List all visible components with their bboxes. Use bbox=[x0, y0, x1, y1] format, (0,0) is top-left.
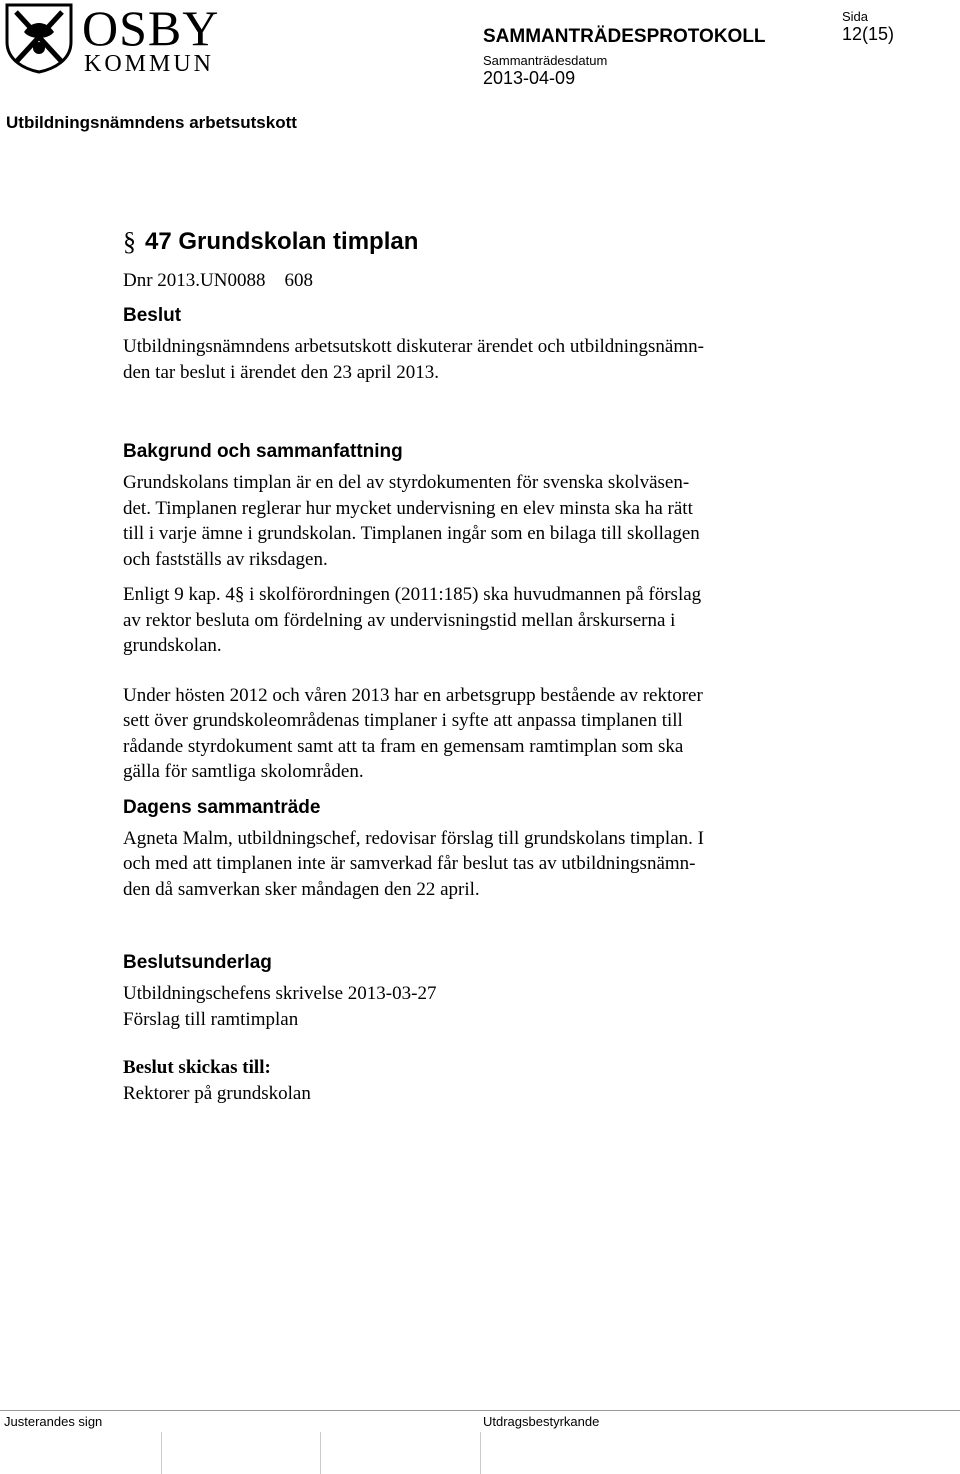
meeting-date: 2013-04-09 bbox=[483, 68, 576, 88]
meeting-date-label: Sammanträdesdatum bbox=[483, 53, 608, 68]
text-line: rådande styrdokument samt att ta fram en gemensam ramtimplan som ska bbox=[123, 735, 684, 757]
committee-name: Utbildningsnämndens arbetsutskott bbox=[6, 113, 297, 132]
signature-box-divider bbox=[161, 1432, 162, 1474]
footer-utdragsbestyrkande: Utdragsbestyrkande bbox=[483, 1414, 600, 1429]
protocol-content bbox=[123, 226, 813, 1107]
text-line: Grundskolans timplan är en del av styrdokumenten för svenska skolväsen- bbox=[123, 472, 690, 493]
page-label: Sida bbox=[842, 9, 869, 24]
section-title bbox=[123, 226, 813, 258]
text-line: Utbildningschefens skrivelse 2013-03-27 bbox=[123, 983, 437, 1004]
case-number: Dnr 2013.UN0088 608 bbox=[123, 270, 313, 291]
signature-box-divider bbox=[480, 1432, 481, 1474]
text-line: Enligt 9 kap. 4§ i skolförordningen (2011:185) ska huvudmannen på förslag bbox=[123, 584, 702, 605]
text-line: Utbildningsnämndens arbetsutskott diskuterar ärendet och utbildningsnämn- bbox=[123, 336, 704, 357]
text-line: den tar beslut i ärendet den 23 april 2013. bbox=[123, 361, 440, 383]
paragraph-sign: § bbox=[123, 227, 136, 256]
footer-justerandes-sign: Justerandes sign bbox=[4, 1414, 103, 1429]
text-line: den då samverkan sker måndagen den 22 april. bbox=[123, 878, 480, 900]
text-line: sett över grundskoleområdenas timplaner i syfte att anpassa timplanen till bbox=[123, 710, 683, 731]
logo-wordmark: OSBY bbox=[82, 0, 220, 56]
text-line: det. Timplanen reglerar hur mycket undervisning en elev minsta ska ha rätt bbox=[123, 497, 693, 519]
text-line: och fastställs av riksdagen. bbox=[123, 548, 328, 570]
text-line: Agneta Malm, utbildningschef, redovisar förslag till grundskolans timplan. I bbox=[123, 827, 704, 849]
heading-bakgrund: Bakgrund och sammanfattning bbox=[123, 441, 403, 462]
footer-divider bbox=[0, 1410, 960, 1411]
heading-dagens: Dagens sammanträde bbox=[123, 796, 321, 818]
signature-box-divider bbox=[320, 1432, 321, 1474]
osby-coat-of-arms-icon bbox=[4, 2, 74, 74]
text-line: till i varje ämne i grundskolan. Timplanen ingår som en bilaga till skollagen bbox=[123, 523, 700, 544]
text-line: Under hösten 2012 och våren 2013 har en arbetsgrupp bestående av rektorer bbox=[123, 684, 703, 706]
text-line: gälla för samtliga skolområden. bbox=[123, 761, 364, 782]
logo-subtitle: KOMMUN bbox=[84, 51, 215, 77]
text-line: Förslag till ramtimplan bbox=[123, 1008, 299, 1030]
section-title-text: 47 Grundskolan timplan bbox=[145, 228, 419, 255]
text-line: av rektor besluta om fördelning av undervisningstid mellan årskurserna i bbox=[123, 609, 676, 631]
heading-beslut: Beslut bbox=[123, 305, 182, 326]
heading-beslutsunderlag: Beslutsunderlag bbox=[123, 952, 272, 973]
text-line: och med att timplanen inte är samverkad får beslut tas av utbildningsnämn- bbox=[123, 853, 696, 874]
heading-skickas: Beslut skickas till: bbox=[123, 1057, 271, 1078]
text-line: grundskolan. bbox=[123, 635, 222, 656]
text-line: Rektorer på grundskolan bbox=[123, 1083, 311, 1104]
document-type: SAMMANTRÄDESPROTOKOLL bbox=[483, 26, 766, 47]
page-number: 12(15) bbox=[842, 24, 895, 44]
